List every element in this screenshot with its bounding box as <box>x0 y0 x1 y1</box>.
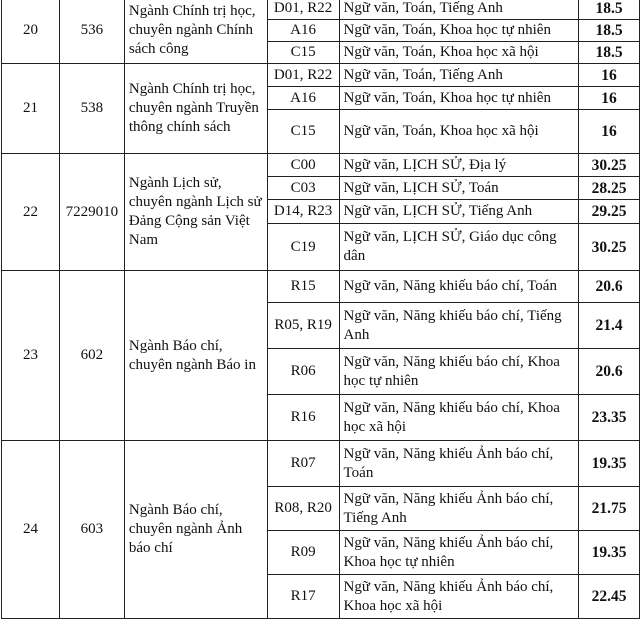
subject-list: Ngữ văn, Năng khiếu báo chí, Khoa học xã hội <box>339 395 578 441</box>
admission-score: 18.5 <box>579 0 640 20</box>
subject-combo-code: C19 <box>267 224 339 271</box>
major-code: 536 <box>59 0 124 64</box>
table-row <box>2 271 640 303</box>
row-number: 22 <box>2 154 60 271</box>
subject-combo-code: C00 <box>267 154 339 177</box>
admission-score: 28.25 <box>579 177 640 200</box>
subject-combo-code: R16 <box>267 395 339 441</box>
subject-combo-code: R17 <box>267 575 339 619</box>
admission-score: 19.35 <box>579 531 640 575</box>
subject-combo-code: C03 <box>267 177 339 200</box>
table-row <box>2 441 640 487</box>
subject-list: Ngữ văn, Toán, Tiếng Anh <box>339 0 578 20</box>
admission-score: 18.5 <box>579 42 640 64</box>
subject-combo-code: C15 <box>267 110 339 154</box>
subject-list: Ngữ văn, LỊCH SỬ, Tiếng Anh <box>339 200 578 224</box>
table-row <box>2 64 640 87</box>
major-name: Ngành Chính trị học, chuyên ngành Chính sách công <box>124 0 267 64</box>
admission-score: 23.35 <box>579 395 640 441</box>
subject-list: Ngữ văn, Năng khiếu báo chí, Tiếng Anh <box>339 303 578 349</box>
subject-list: Ngữ văn, LỊCH SỬ, Giáo dục công dân <box>339 224 578 271</box>
admission-score: 16 <box>579 64 640 87</box>
subject-combo-code: C15 <box>267 42 339 64</box>
subject-list: Ngữ văn, Toán, Khoa học xã hội <box>339 110 578 154</box>
row-number: 21 <box>2 64 60 154</box>
admission-score: 18.5 <box>579 20 640 42</box>
subject-list: Ngữ văn, Năng khiếu báo chí, Toán <box>339 271 578 303</box>
subject-combo-code: R05, R19 <box>267 303 339 349</box>
admission-scores-table <box>1 0 640 619</box>
table-row <box>2 0 640 20</box>
subject-list: Ngữ văn, Năng khiếu Ảnh báo chí, Tiếng Anh <box>339 487 578 531</box>
subject-combo-code: R06 <box>267 349 339 395</box>
subject-list: Ngữ văn, Toán, Khoa học tự nhiên <box>339 20 578 42</box>
subject-list: Ngữ văn, Năng khiếu Ảnh báo chí, Toán <box>339 441 578 487</box>
major-code: 538 <box>59 64 124 154</box>
row-number: 20 <box>2 0 60 64</box>
subject-combo-code: R15 <box>267 271 339 303</box>
admission-score: 19.35 <box>579 441 640 487</box>
major-name: Ngành Lịch sử, chuyên ngành Lịch sử Đảng Cộng sản Việt Nam <box>124 154 267 271</box>
admission-score: 29.25 <box>579 200 640 224</box>
major-name: Ngành Báo chí, chuyên ngành Báo in <box>124 271 267 441</box>
subject-list: Ngữ văn, Toán, Tiếng Anh <box>339 64 578 87</box>
admission-score: 16 <box>579 110 640 154</box>
major-code: 602 <box>59 271 124 441</box>
admission-score: 20.6 <box>579 349 640 395</box>
admission-score: 21.75 <box>579 487 640 531</box>
subject-combo-code: R08, R20 <box>267 487 339 531</box>
subject-combo-code: A16 <box>267 20 339 42</box>
subject-list: Ngữ văn, Năng khiếu báo chí, Khoa học tự nhiên <box>339 349 578 395</box>
row-number: 23 <box>2 271 60 441</box>
admission-score: 20.6 <box>579 271 640 303</box>
subject-list: Ngữ văn, Toán, Khoa học tự nhiên <box>339 87 578 110</box>
admission-score: 30.25 <box>579 154 640 177</box>
subject-combo-code: R07 <box>267 441 339 487</box>
subject-combo-code: D01, R22 <box>267 64 339 87</box>
subject-combo-code: D14, R23 <box>267 200 339 224</box>
subject-combo-code: A16 <box>267 87 339 110</box>
admission-score: 22.45 <box>579 575 640 619</box>
subject-list: Ngữ văn, Năng khiếu Ảnh báo chí, Khoa học xã hội <box>339 575 578 619</box>
major-code: 7229010 <box>59 154 124 271</box>
subject-combo-code: D01, R22 <box>267 0 339 20</box>
subject-list: Ngữ văn, Toán, Khoa học xã hội <box>339 42 578 64</box>
major-name: Ngành Báo chí, chuyên ngành Ảnh báo chí <box>124 441 267 619</box>
subject-list: Ngữ văn, LỊCH SỬ, Toán <box>339 177 578 200</box>
table-row <box>2 154 640 177</box>
admission-score: 21.4 <box>579 303 640 349</box>
major-code: 603 <box>59 441 124 619</box>
subject-combo-code: R09 <box>267 531 339 575</box>
admission-score: 16 <box>579 87 640 110</box>
subject-list: Ngữ văn, LỊCH SỬ, Địa lý <box>339 154 578 177</box>
major-name: Ngành Chính trị học, chuyên ngành Truyền thông chính sách <box>124 64 267 154</box>
row-number: 24 <box>2 441 60 619</box>
subject-list: Ngữ văn, Năng khiếu Ảnh báo chí, Khoa học tự nhiên <box>339 531 578 575</box>
admission-score: 30.25 <box>579 224 640 271</box>
